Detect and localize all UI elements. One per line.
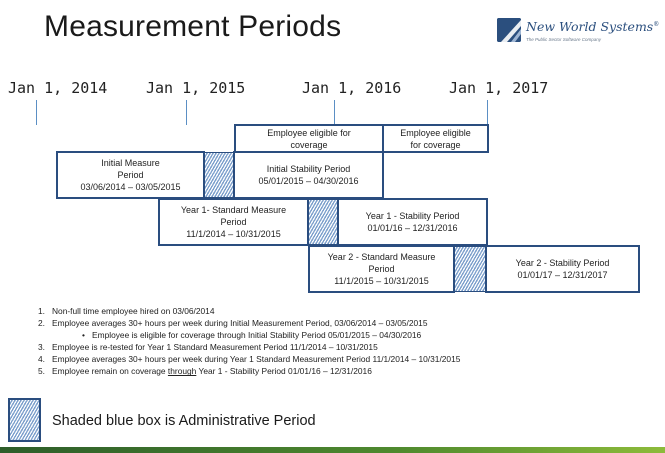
note-item: 2. Employee averages 30+ hours per week during Initial Measurement Period, 03/06/2014 – 03/05/2015	[38, 318, 428, 329]
date-2015: Jan 1, 2015	[146, 79, 246, 97]
admin-period-shade-3	[454, 246, 486, 292]
year1-standard-measure-box: Year 1- Standard Measure Period 11/1/2014 – 10/31/2015	[158, 198, 309, 246]
date-2017: Jan 1, 2017	[449, 79, 549, 97]
tick-2016	[334, 100, 335, 124]
note-item: 1. Non-full time employee hired on 03/06/2014	[38, 306, 215, 316]
note-item: 3. Employee is re-tested for Year 1 Standard Measurement Period 11/1/2014 – 10/31/2015	[38, 342, 378, 353]
eligible-coverage-box-1: Employee eligible for coverage	[234, 124, 384, 153]
initial-measure-period-box: Initial Measure Period 03/06/2014 – 03/05/2015	[56, 151, 205, 199]
date-2016: Jan 1, 2016	[302, 79, 402, 97]
legend-shaded-box	[8, 398, 41, 442]
year2-stability-period-box: Year 2 - Stability Period 01/01/17 – 12/31/2017	[485, 245, 640, 293]
tick-2014	[36, 100, 37, 125]
footer-bar	[0, 447, 665, 453]
eligible-coverage-box-2: Employee eligible for coverage	[382, 124, 489, 153]
logo-name: New World Systems®	[526, 19, 660, 34]
logo-tagline: The Public Sector Software Company	[526, 37, 602, 42]
year1-stability-period-box: Year 1 - Stability Period 01/01/16 – 12/31/2016	[337, 198, 488, 246]
admin-period-shade-1	[204, 152, 234, 198]
date-2014: Jan 1, 2014	[8, 79, 108, 97]
year2-standard-measure-box: Year 2 - Standard Measure Period 11/1/2015 – 10/31/2015	[308, 245, 455, 293]
notes-list	[38, 305, 460, 378]
note-item: 5. Employee remain on coverage through Year 1 - Stability Period 01/01/16 – 12/31/2016	[38, 366, 372, 377]
initial-stability-period-box: Initial Stability Period 05/01/2015 – 04/30/2016	[233, 151, 384, 199]
note-subitem: • Employee is eligible for coverage through Initial Stability Period 05/01/2015 – 04/30/2016	[82, 330, 422, 341]
page-title: Measurement Periods	[44, 10, 342, 43]
admin-period-shade-2	[308, 199, 339, 245]
company-logo	[497, 18, 660, 50]
logo-icon	[497, 18, 521, 42]
legend-text: Shaded blue box is Administrative Period	[52, 413, 316, 429]
tick-2015	[186, 100, 187, 125]
tick-2017	[487, 100, 488, 124]
note-item: 4. Employee averages 30+ hours per week during Year 1 Standard Measurement Period 11/1/2014 – 10/31/2015	[38, 354, 461, 365]
